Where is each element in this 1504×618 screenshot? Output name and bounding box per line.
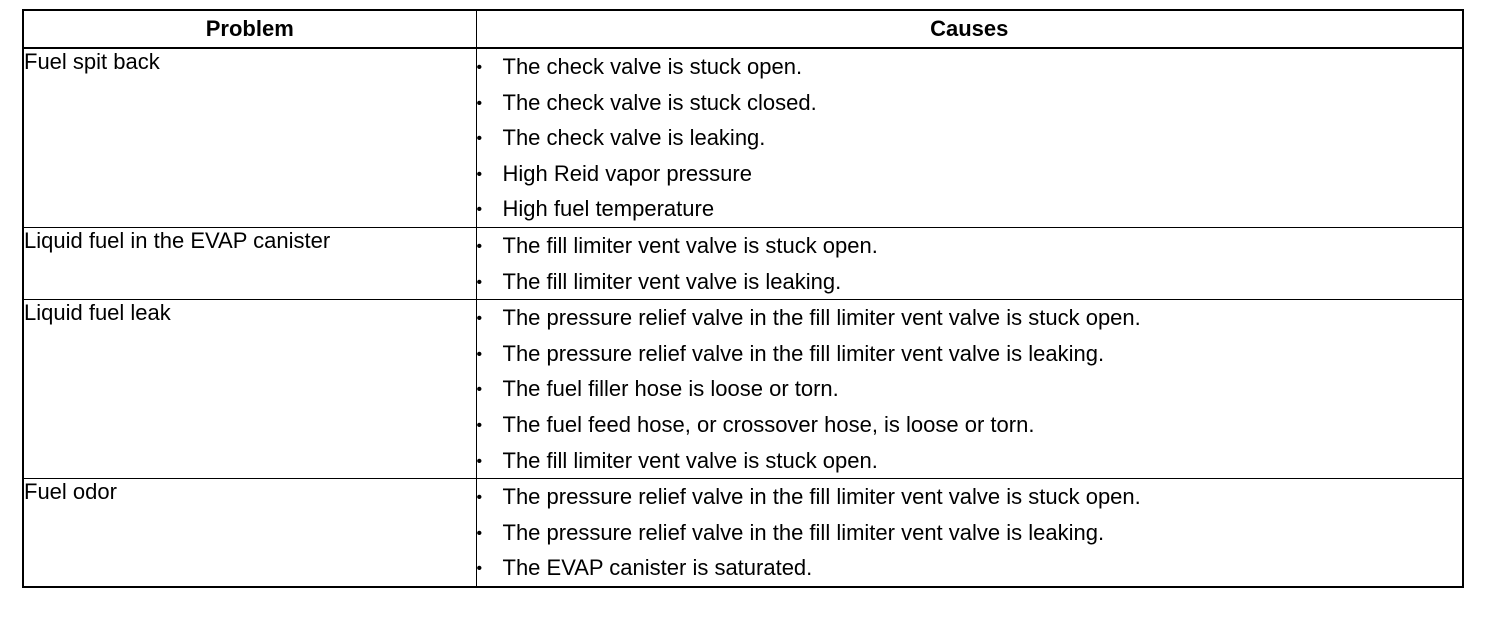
header-problem: Problem [23,10,476,48]
header-row [23,10,1463,48]
cause-text: High Reid vapor pressure [502,160,752,186]
cause-list [477,479,1463,586]
bullet-icon: • [476,165,483,183]
cause-item [477,228,1463,264]
causes-cell [476,479,1463,587]
problem-cell: Liquid fuel leak [23,300,476,479]
cause-list [477,228,1463,299]
bullet-icon: • [476,130,483,148]
problem-cell: Liquid fuel in the EVAP canister [23,227,476,299]
cause-text: The fuel feed hose, or crossover hose, is loose or torn. [502,411,1035,437]
cause-item [477,156,1463,192]
cause-text: The check valve is stuck open. [502,54,803,79]
bullet-icon: • [476,489,483,507]
cause-text: The fill limiter vent valve is stuck open. [502,447,878,473]
cause-text: The check valve is leaking. [502,125,766,151]
causes-cell [476,300,1463,479]
cause-text: The check valve is stuck closed. [502,89,817,115]
bullet-icon: • [476,310,483,328]
cause-item [477,120,1463,156]
cause-text: The pressure relief valve in the fill limiter vent valve is stuck open. [502,305,1141,331]
cause-text: High fuel temperature [502,196,715,222]
bullet-icon: • [476,94,483,112]
table-row [23,227,1463,299]
cause-item [477,479,1463,515]
bullet-icon: • [476,524,483,542]
bullet-icon: • [476,560,483,578]
cause-item [477,407,1463,443]
problem-cell: Fuel spit back [23,48,476,227]
cause-text: The fill limiter vent valve is stuck open. [502,232,878,258]
cause-item [477,49,1463,85]
cause-item [477,336,1463,372]
cause-item [477,85,1463,121]
cause-item [477,371,1463,407]
table-row [23,479,1463,587]
cause-text: The fuel filler hose is loose or torn. [502,376,839,402]
cause-text: The pressure relief valve in the fill limiter vent valve is stuck open. [502,484,1141,510]
problem-cell: Fuel odor [23,479,476,587]
bullet-icon: • [476,452,483,470]
cause-item [477,550,1463,586]
cause-item [477,443,1463,479]
diagnosis-table [22,9,1464,588]
bullet-icon: • [476,201,483,219]
cause-text: The EVAP canister is saturated. [502,555,813,581]
bullet-icon: • [476,416,483,434]
cause-item [477,515,1463,551]
causes-cell [476,227,1463,299]
table-row [23,48,1463,227]
cause-text: The pressure relief valve in the fill limiter vent valve is leaking. [502,340,1105,366]
header-causes: Causes [476,10,1463,48]
cause-text: The fill limiter vent valve is leaking. [502,268,842,294]
bullet-icon: • [476,273,483,291]
bullet-icon: • [476,381,483,399]
cause-text: The pressure relief valve in the fill limiter vent valve is leaking. [502,519,1105,545]
cause-list [477,49,1463,227]
bullet-icon: • [476,59,483,76]
bullet-icon: • [476,345,483,363]
cause-list [477,300,1463,478]
causes-cell [476,48,1463,227]
cause-item [477,300,1463,336]
cause-item [477,191,1463,227]
cause-item [477,264,1463,300]
table-row [23,300,1463,479]
bullet-icon: • [476,237,483,255]
